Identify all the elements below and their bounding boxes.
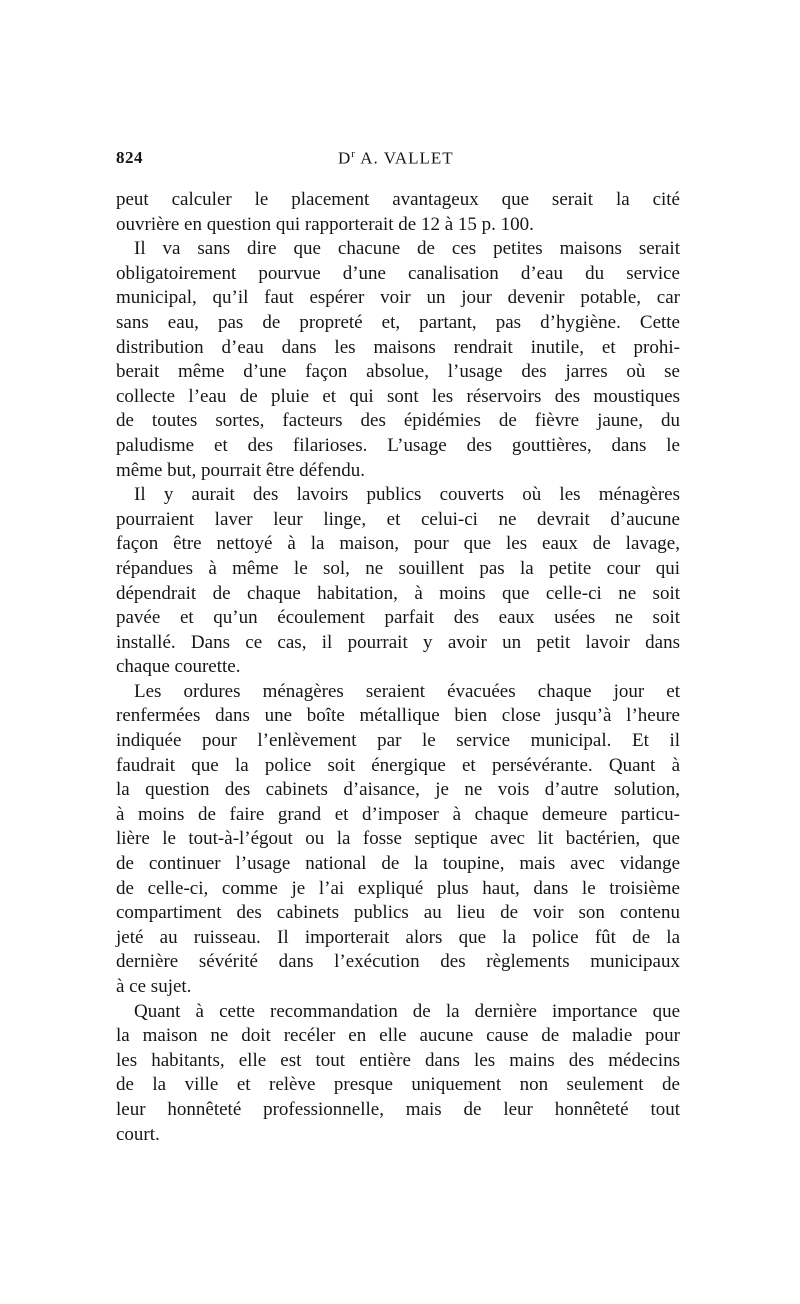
text-line: de la ville et relève presque uniquement non seulement de [116,1074,680,1096]
text-line: Il y aurait des lavoirs publics couverts où les ménagères [134,484,680,506]
text-line: distribution d’eau dans les maisons rendrait inutile, et prohi- [116,336,680,358]
running-head-author [338,148,454,169]
text-line: collecte l’eau de pluie et qui sont les réservoirs des moustiques [116,385,680,407]
text-line: compartiment des cabinets publics au lieu de voir son contenu [116,902,680,924]
text-line: paludisme et des filarioses. L’usage des gouttières, dans le [116,434,680,456]
text-line: chaque courette. [116,656,241,678]
text-line: pourraient laver leur linge, et celui-ci ne devrait d’aucune [116,508,680,530]
text-line: de toutes sortes, facteurs des épidémies de fièvre jaune, du [116,410,680,432]
text-line: la question des cabinets d’aisance, je ne vois d’autre solution, [116,779,680,801]
running-header [116,148,682,178]
text-line: dépendrait de chaque habitation, à moins que celle-ci ne soit [116,582,680,604]
text-line: obligatoirement pourvue d’une canalisation d’eau du service [116,262,680,284]
page-number: 824 [116,148,143,167]
text-line: leur honnêteté professionnelle, mais de leur honnêteté tout [116,1098,680,1120]
text-line: ouvrière en question qui rapporterait de 12 à 15 p. 100. [116,213,534,235]
author-name: A. VALLET [360,148,454,168]
text-line: renfermées dans une boîte métallique bien close jusqu’à l’heure [116,705,680,727]
text-line: jeté au ruisseau. Il importerait alors que la police fût de la [116,926,680,948]
text-line: la maison ne doit recéler en elle aucune cause de maladie pour [116,1025,680,1047]
text-line: lière le tout-à-l’égout ou la fosse septique avec lit bactérien, que [116,828,680,850]
text-line: sans eau, pas de propreté et, partant, pas d’hygiène. Cette [116,311,680,333]
text-line: peut calculer le placement avantageux que serait la cité [116,189,680,210]
text-line: même but, pourrait être défendu. [116,459,366,481]
text-line: Quant à cette recommandation de la dernière importance que [134,1000,680,1022]
body-text [116,188,680,1147]
text-line: à moins de faire grand et d’imposer à chaque demeure particu- [116,803,680,825]
text-line: de celle-ci, comme je l’ai expliqué plus haut, dans le troisième [116,877,680,899]
text-line: installé. Dans ce cas, il pourrait y avoir un petit lavoir dans [116,631,680,653]
text-line: répandues à même le sol, ne souillent pas la petite cour qui [116,557,680,579]
text-line: les habitants, elle est tout entière dans les mains des médecins [116,1049,680,1071]
text-line: faudrait que la police soit énergique et persévérante. Quant à [116,754,680,776]
text-line: de continuer l’usage national de la toupine, mais avec vidange [116,853,680,875]
text-line: pavée et qu’un écoulement parfait des eaux usées ne soit [116,607,680,629]
text-line: court. [116,1123,160,1145]
text-line: façon être nettoyé à la maison, pour que les eaux de lavage, [116,533,680,555]
text-line: Il va sans dire que chacune de ces petites maisons serait [134,238,680,260]
text-line: dernière sévérité dans l’exécution des règlements municipaux [116,951,680,973]
text-line: indiquée pour l’enlèvement par le service municipal. Et il [116,730,680,752]
text-line: municipal, qu’il faut espérer voir un jour devenir potable, car [116,287,680,309]
text-line: Les ordures ménagères seraient évacuées chaque jour et [134,680,680,702]
text-line: berait même d’une façon absolue, l’usage des jarres où se [116,361,680,383]
text-line: à ce sujet. [116,976,192,997]
author-prefix: D [338,148,352,168]
author-prefix-superscript: r [351,148,356,160]
